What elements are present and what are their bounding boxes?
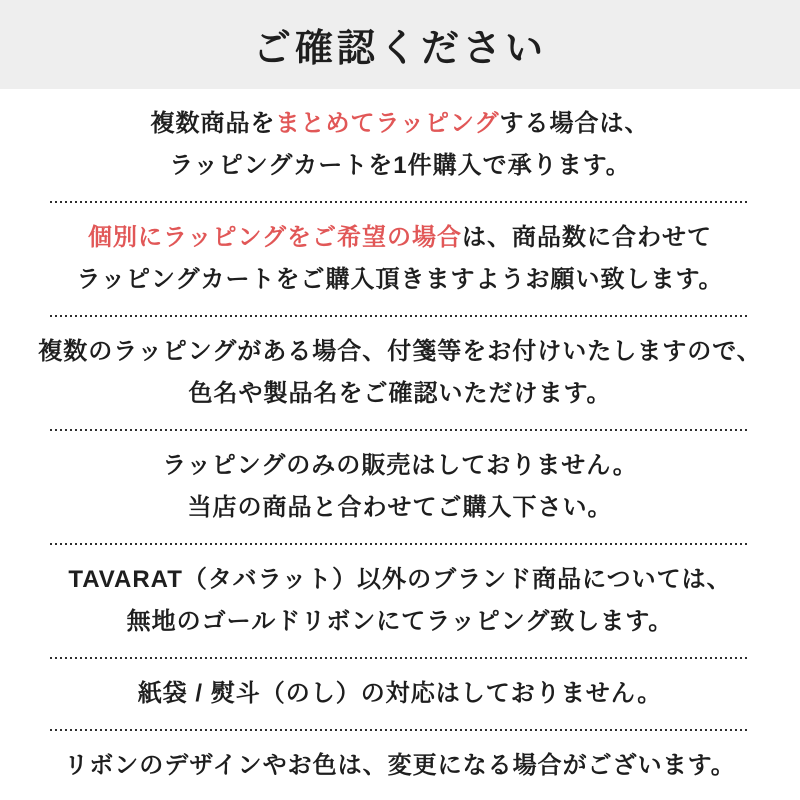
text-run: 紙袋 / 熨斗（のし）の対応はしておりません。 <box>137 680 663 707</box>
notice-paragraph <box>0 317 800 429</box>
page-title: ご確認ください <box>252 28 547 70</box>
text-run: 複数のラッピングがある場合、付箋等をお付けいたしますので、 <box>38 338 762 365</box>
notice-line <box>20 259 780 301</box>
notice-paragraph <box>0 203 800 315</box>
notice-line <box>20 331 780 373</box>
notice-paragraph <box>0 545 800 657</box>
notice-paragraph <box>0 89 800 201</box>
notice-line <box>20 673 780 715</box>
notice-line <box>20 601 780 643</box>
text-run: は、商品数に合わせて <box>462 224 713 251</box>
notice-line <box>20 487 780 529</box>
notice-line <box>20 103 780 145</box>
notice-paragraph <box>0 431 800 543</box>
text-run: リボンのデザインやお色は、変更になる場合がございます。 <box>64 752 736 779</box>
text-run: ラッピングカートを1件購入で承ります。 <box>169 152 631 179</box>
notice-paragraph <box>0 659 800 729</box>
notice-paragraph <box>0 731 800 800</box>
text-run: TAVARAT（タバラット）以外のブランド商品については、 <box>68 566 732 593</box>
text-run: する場合は、 <box>499 110 650 137</box>
notice-sections <box>0 89 800 800</box>
text-run: 複数商品を <box>150 110 276 137</box>
text-run: ラッピングのみの販売はしておりません。 <box>162 452 638 479</box>
text-run: ラッピングカートをご購入頂きますようお願い致します。 <box>76 266 724 293</box>
notice-line <box>20 217 780 259</box>
notice-line <box>20 745 780 787</box>
notice-line <box>20 445 780 487</box>
notice-line <box>20 559 780 601</box>
text-run: 色名や製品名をご確認いただけます。 <box>188 380 612 407</box>
notice-line <box>20 373 780 415</box>
accent-text-run: 個別にラッピングをご希望の場合 <box>87 224 463 251</box>
accent-text-run: まとめてラッピング <box>275 110 500 137</box>
text-run: 当店の商品と合わせてご購入下さい。 <box>187 494 613 521</box>
notice-line <box>20 145 780 187</box>
text-run: 無地のゴールドリボンにてラッピング致します。 <box>126 608 674 635</box>
header-band <box>0 0 800 89</box>
